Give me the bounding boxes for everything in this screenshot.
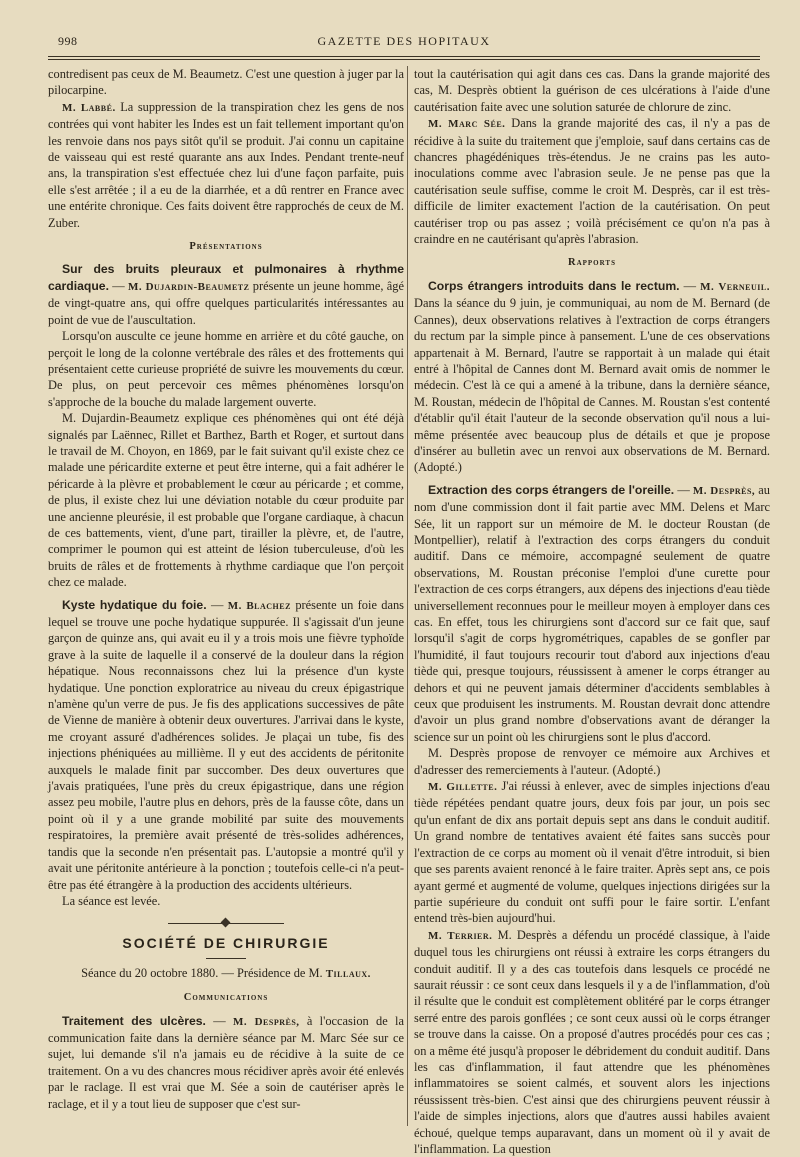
speaker-name: M. Desprès, (232, 1015, 300, 1028)
speaker-name: M. Blachez (227, 599, 291, 612)
paragraph-text: M. Desprès a défendu un procédé classique, à l'aide duquel tous les chirurgiens ont réussi à extraire les corps étrangers du conduit auditif. Il y a des cas toutefois dans lesquels ce procédé ne saurait réussir : ce sont ceux dans lesquels il y a de l'inflammation, d'où il résulte que le conduit est complètement oblitéré par le corps étranger serré entre des parois gonflées ; ce sont ceux aussi où le corps étranger se trouve dans la caisse. On a proposé d'autres procédés pour ces cas ; on a même été jusqu'à proposer le débridement du conduit auditif. Dans les cas d'inflammation, il faut attendre que les phénomènes inflammatoires se soient calmés, et souvent alors les injections réussissent très-bien. C'est ainsi que des chirurgiens peuvent réussir à l'aide de simples injections, alors que d'autres aussi habiles avaient échoué, quelque temps auparavant, dans un moment où il y avait de l'inflammation. La question (414, 927, 771, 1156)
speaker-name: M. Desprès, (692, 484, 756, 497)
article-paragraph: Extraction des corps étrangers de l'oreille. — M. Desprès, au nom d'une commission dont il fait partie avec MM. Delens et Marc Sée, lit un rapport sur un mémoire de M. le docteur Roustan (de Montpellier), relatif à l'extraction des corps étrangers du conduit auditif. Dans ce mémoire, accompagné seulement de quatre observations, M. Roustan préconise l'emploi d'une curette pour l'extraction de ces corps étrangers, aux dépens des injections d'eau tiède universellement reconnues pour le meilleur moyen à employer dans ces cas. En effet, tous les chirurgiens sont d'accord sur ce fait que, sauf lorsqu'il s'agit de corps hygrométriques, capables de se gonfler par l'humidité, il faut toujours recourir tout d'abord aux injections d'eau tiède qui, presque toujours, réussissent à amener le corps étranger au dehors et qui ne peuvent jamais déterminer d'accidents semblables à ceux que produisent les instruments. M. Roustan devrait donc attendre d'avoir un plus grand nombre d'observations avant de déranger la science sur un point où les chirurgiens sont le plus d'accord. (414, 482, 771, 744)
article-title: Sur des bruits pleuraux et pulmonaires à rhythme cardiaque. (48, 262, 404, 293)
article-paragraph: Traitement des ulcères. — M. Desprès, à l'occasion de la communication faite dans la dernière séance par M. Marc Sée sur ce sujet, lui demande s'il n'a jamais eu de récidive à la suite de ce traitement. On a vu des chancres mous récidiver après avoir été enlevés par le raclage. Il est vrai que M. Sée a soin de cautériser après le raclage, et il y a tout lieu de supposer que c'est sur- (48, 1013, 404, 1111)
header-rule-double (48, 59, 760, 60)
paragraph-text: J'ai réussi à enlever, avec de simples injections d'eau tiède répétées pendant quatre jours, deux fois par jour, un pois sec qu'un enfant de dix ans portait depuis sept ans dans le conduit auditif. Un grand nombre de tentatives avaient été faites sans succès pour l'extraction de ce corps au moment où il venait d'être introduit, si bien que ses parents avaient renoncé à le faire traiter. Après sept ans, ce pois ayant germé et augmenté de volume, quelques injections dirigées sur la partie supérieure du conduit ont suffi pour le faire sortir. L'enfant entend très-bien aujourd'hui. (414, 779, 770, 926)
speaker-name: M. Gillette. (428, 781, 498, 794)
paragraph-text: Dans la séance du 9 juin, je communiquai, au nom de M. Bernard (de Cannes), deux observations relatives à l'extraction de corps étrangers du rectum par la simple pince à pansement. L'une de ces observations appartenait à M. Bernard, l'autre se rapportait à un malade qui était entré à l'hôpital de Cannes dont M. Bernard avait omis de nommer le médecin. C'est là ce qui a amené à la tribune, dans la dernière séance, M. Roustan, médecin de l'hôpital de Cannes. M. Roustan s'est contenté d'établir qu'il était l'auteur de la seconde observation qu'il nous a lui-même présentée avec beaucoup plus de détails et que je propose d'insérer au bulletin avec un renvoi aux observations de M. Bernard. (Adopté.) (414, 296, 770, 475)
paragraph (414, 927, 770, 1157)
paragraph: La séance est levée. (62, 893, 161, 908)
speaker-name: M. Dujardin-Beaumetz (127, 280, 250, 293)
session-text: Séance du 20 octobre 1880. — Présidence de M. (81, 965, 326, 980)
article-paragraph: Corps étrangers introduits dans le rectum. — M. Verneuil. Dans la séance du 9 juin, je communiquai, au nom de M. Bernard (de Cannes), deux observations relatives à l'extraction de corps étrangers du rectum par la simple pince à pansement. L'une de ces observations appartenait à M. Bernard, l'autre se rapportait à un malade qui était entré à l'hôpital de Cannes dont M. Bernard avait omis de nommer le médecin. C'est là ce qui a amené à la tribune, dans la dernière séance, M. Roustan, médecin de l'hôpital de Cannes. M. Roustan s'est contenté d'établir qu'il était l'auteur de la seconde observation qu'il nous a lui-même présentée avec beaucoup plus de détails et que je propose d'insérer au bulletin avec un renvoi aux observations de M. Bernard. (Adopté.) (414, 278, 770, 475)
paragraph-text: présente un foie dans lequel se trouve une poche hydatique suppurée. Il s'agissait d'un jeune garçon de quinze ans, qui avait eu il y a trois mois une fièvre typhoïde grave à la suite de laquelle il a conservé de la douleur dans la région hépatique. Nous reconnaissons chez lui la présence d'un kyste hydatique. Une ponction exploratrice au niveau du creux épigastrique n'amène qu'un verre de pus. Je fis des applications successives de pâte de Vienne de manière à obtenir deux ouvertures. J'arrivai dans le kyste, me croyant assuré d'adhérences solides. Je plaçai un tube, fis des injections phéniquées au millième. Il y eut des accidents de péritonite auxquels le malade finit par succomber. Des deux ouvertures que j'avais pratiquées, l'une près du creux épigastrique, dans une région assez peu mobile, l'autre plus en dehors, près de la fausse côte, dans un point où il y a une grande mobilité par suite des mouvements respiratoires, la première avait présenté de très-solides adhérences, tandis que la seconde n'en présentait pas. L'autopsie a montré qu'il y avait une péritonite antérieure à la ponction ; toutefois celle-ci n'a peut-être pas été étrangère à la production des accidents ultérieurs. (48, 597, 404, 892)
article-paragraph: Sur des bruits pleuraux et pulmonaires à rhythme cardiaque. — M. Dujardin-Beaumetz présente un jeune homme, âgé de vingt-quatre ans, qui offre quelques particularités intéressantes au point de vue de l'auscultation. (48, 262, 404, 327)
paragraph (48, 99, 404, 231)
paragraph (414, 778, 770, 927)
paragraph (414, 115, 770, 247)
header-rule (48, 56, 760, 57)
column-divider (407, 66, 408, 1126)
article-title: Extraction des corps étrangers de l'oreille. (428, 482, 675, 497)
paragraph: M. Dujardin-Beaumetz explique ces phénomènes qui ont été déjà signalés par Laënnec, Rillet et Barthez, Barth et Roger, et surtout dans le travail de M. Choyon, en 1869, par le fait suivant qu'il existe chez ce malade une péricardite externe et peut être interne, qui a fait adhérer le péricarde à la plèvre et probablement le cœur au péricarde ; et comme, de plus, il existe chez lui une déviation notable du cœur produite par une ancienne pleurésie, il est probable que l'organe cardiaque, à chacun de ces battements, vient, d'une part, tirailler la plèvre, et, de l'autre, comprimer le poumon qui est atteint de lésion tuberculeuse, d'où les bruits de râles et de frottements à rhythme cardiaque que l'on perçoit chez ce malade. (48, 411, 404, 590)
page-header (48, 28, 760, 52)
page-number: 998 (58, 34, 78, 48)
president-name: Tillaux. (325, 967, 371, 980)
journal-title: GAZETTE DES HOPITAUX (317, 34, 491, 48)
article-title: Kyste hydatique du foie. (62, 597, 207, 612)
paragraph-text: au nom d'une commission dont il fait partie avec MM. Delens et Marc Sée, lit un rapport sur un mémoire de M. le docteur Roustan (de Montpellier), relatif à l'extraction des corps étrangers du conduit auditif. Dans ce mémoire, accompagné seulement de quatre observations, M. Roustan préconise l'emploi d'une curette pour l'extraction de ces corps étrangers, aux dépens des injections d'eau tiède universellement reconnues pour le meilleur moyen à employer dans ces cas. En effet, tous les chirurgiens sont d'accord sur ce fait que, sauf lorsqu'il s'agit de corps hygrométriques, capables de se gonfler par l'humidité, il faut toujours recourir tout d'abord aux injections d'eau tiède qui, presque toujours, réussissent à amener le corps étranger au dehors et qui ne peuvent jamais déterminer d'accidents semblables à ceux que produisent les instruments. M. Roustan devrait donc attendre d'avoir un plus grand nombre d'observations avant de déranger la science sur un point où les chirurgiens sont le plus d'accord. (414, 482, 771, 744)
paragraph-text: présente un jeune homme, âgé de vingt-quatre ans, qui offre quelques particularités intéressantes au point de vue de l'auscultation. (48, 278, 404, 327)
section-heading-presentations: Présentations (189, 241, 263, 253)
short-rule (206, 958, 246, 959)
society-heading: SOCIÉTÉ DE CHIRURGIE (122, 935, 330, 952)
paragraph: contredisent pas ceux de M. Beaumetz. C'est une question à juger par la pilocarpine. (48, 67, 404, 98)
left-column (48, 66, 404, 1132)
speaker-name: M. Verneuil. (700, 280, 770, 293)
paragraph: Lorsqu'on ausculte ce jeune homme en arrière et du côté gauche, on perçoit le long de la colonne vertébrale des râles et des frottements qui présentaient cette curieuse propriété de suivre les mouvements du cœur. De plus, on peut percevoir ces mêmes phénomènes lorsqu'on s'approche de la bouche du malade largement ouverte. (48, 329, 404, 409)
session-line (48, 965, 404, 982)
paragraph-text: La suppression de la transpiration chez les gens de nos contrées qui vont habiter les Indes est un fait tellement important qu'on les renvoie dans nos pays sitôt qu'il se produit. J'ai connu un capitaine de vaisseau qui est resté quarante ans aux Indes. Pendant trente-neuf ans, la transpiration s'est effectuée chez lui d'une façon parfaite, puis elle s'est arrêtée ; il a eu de la diarrhée, et a dû rentrer en France avec une entérite chronique. Ces faits doivent être rapprochés de ceux de M. Zuber. (48, 99, 404, 230)
right-column (414, 66, 771, 1156)
speaker-name: M. Labbé. (62, 101, 116, 114)
article-title: Traitement des ulcères. (62, 1013, 206, 1028)
paragraph: tout la cautérisation qui agit dans ces cas. Dans la grande majorité des cas, M. Desprès obtient la guérison de ces ulcérations à l'aide d'une cautérisation faite avec une solution saturée de chlorure de zinc. (414, 67, 770, 114)
paragraph: M. Desprès propose de renvoyer ce mémoire aux Archives et d'adresser des remerciements à l'auteur. (Adopté.) (414, 746, 770, 777)
paragraph-text: à l'occasion de la communication faite dans la dernière séance par M. Marc Sée sur ce sujet, lui demande s'il n'a jamais eu de récidive à la suite de ce traitement. On a vu des chancres mous récidiver après avoir été enlevés par le raclage. Il est vrai que M. Sée a soin de cautériser après le raclage, et il y a tout lieu de supposer que c'est sur- (48, 1013, 404, 1111)
article-title: Corps étrangers introduits dans le rectum. (428, 278, 680, 293)
speaker-name: M. Terrier. (428, 929, 493, 942)
ornament-divider (48, 919, 404, 927)
article-paragraph: Kyste hydatique du foie. — M. Blachez présente un foie dans lequel se trouve une poche hydatique suppurée. Il s'agissait d'un jeune garçon de quinze ans, qui avait eu il y a trois mois une fièvre typhoïde grave à la suite de laquelle il a conservé de la douleur dans la région hépatique. Nous reconnaissons chez lui la présence d'un kyste hydatique. Une ponction exploratrice au niveau du creux épigastrique n'amène qu'un verre de pus. Je fis des applications successives de pâte de Vienne de manière à obtenir deux ouvertures. J'arrivai dans le kyste, me croyant assuré d'adhérences solides. Je plaçai un tube, fis des injections phéniquées au millième. Il y eut des accidents de péritonite auxquels le malade finit par succomber. Des deux ouvertures que j'avais pratiquées, l'une près du creux épigastrique, dans une région assez peu mobile, l'autre plus en dehors, près de la fausse côte, dans un point où il y a une grande mobilité par suite des mouvements respiratoires, la première avait présenté de très-solides adhérences, tandis que la seconde n'en présentait pas. L'autopsie a montré qu'il y avait une péritonite antérieure à la ponction ; toutefois celle-ci n'a peut-être pas été étrangère à la production des accidents ultérieurs. (48, 597, 404, 892)
section-heading-rapports: Rapports (567, 257, 616, 269)
section-heading-communications: Communications (183, 992, 269, 1004)
speaker-name: M. Marc Sée. (428, 118, 506, 131)
paragraph-text: Dans la grande majorité des cas, il n'y a pas de récidive à la suite du traitement que j'emploie, sauf dans certains cas de chancres phagédéniques très-étendus. Je ne crains pas les auto-inoculations comme avec l'abrasion seule. Je ne pense pas que la cautérisation seule suffise, comme le croit M. Desprès, car il est très-difficile de limiter exactement l'action de la cautérisation. On peut cautériser trop ou pas assez ; voilà précisément ce qu'on n'a pas à craindre en ne cautérisant qu'après l'abrasion. (414, 116, 770, 247)
